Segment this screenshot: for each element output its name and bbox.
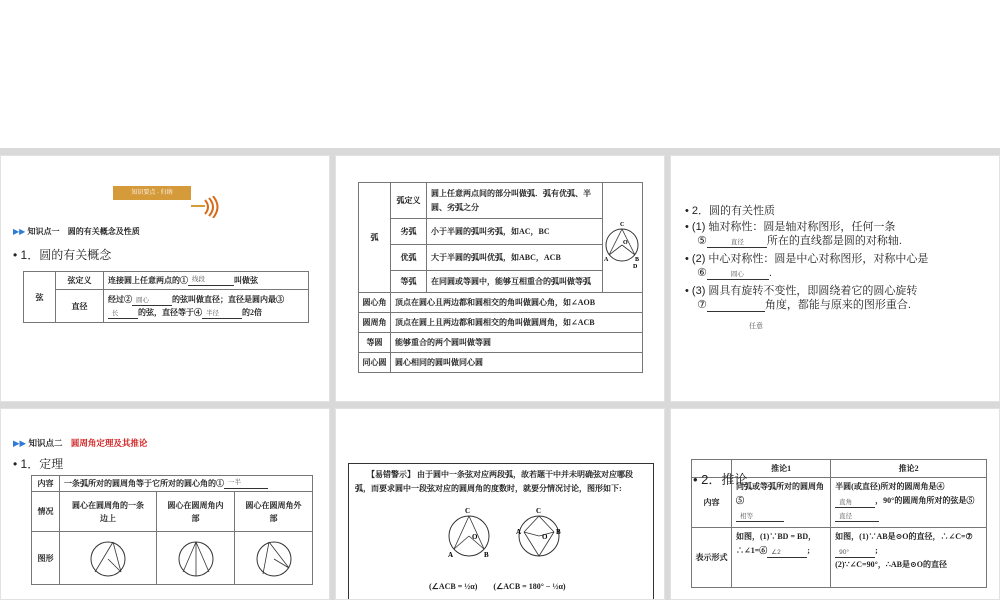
- cell-text: 顶点在圆上且两边都和圆相交的角叫做圆周角，如∠ACB: [391, 313, 643, 333]
- column-header: 推论1: [732, 460, 831, 478]
- svg-text:C: C: [465, 507, 471, 515]
- cell-label: 直径: [56, 290, 104, 323]
- cell-label: 优弧: [391, 245, 427, 271]
- section-heading: ▶▶ 知识点二 圆周角定理及其推论: [13, 438, 148, 448]
- slide-thumbnail-2[interactable]: [335, 155, 665, 402]
- row-head: 弦: [24, 272, 56, 323]
- cell-text: 圆心相同的圆叫做同心圆: [391, 353, 643, 373]
- case-cell: 圆心在圆周角的一条边上: [60, 492, 157, 532]
- slide-thumbnail-3[interactable]: [670, 155, 1000, 402]
- arc-table: [358, 182, 643, 373]
- cell-text: 在同圆或等圆中，能够互相重合的弧叫做等弧: [427, 271, 603, 293]
- slide-heading: • 2．圆的有关性质: [685, 205, 776, 217]
- property-2: • (2) 中心对称性：圆是中心对称图形，对称中心是 ⑥ 圆心 .: [685, 253, 929, 279]
- formula: (∠ACB = 180° − ½α): [493, 582, 566, 591]
- circle-figure: [603, 197, 641, 277]
- fig-label: A: [604, 256, 609, 263]
- svg-text:A: A: [516, 528, 522, 536]
- speaker-icon: [191, 196, 221, 218]
- svg-text:B: B: [484, 551, 489, 559]
- cell-text: 同弧或等弧所对的圆周角⑤ 相等: [732, 478, 831, 528]
- concept-table: [23, 271, 309, 323]
- cell-label: 弧定义: [391, 183, 427, 219]
- theorem-table: [31, 475, 313, 585]
- slide-heading: • 1．圆的有关概念: [13, 248, 112, 262]
- svg-text:B: B: [556, 528, 561, 536]
- cell-text: 圆上任意两点间的部分叫做弧．弧有优弧、半圆、劣弧之分: [427, 183, 603, 219]
- cell-label: 弦定义: [56, 272, 104, 290]
- cell-label: 表示形式: [692, 528, 732, 588]
- cell-text: 如图，(1)∵AB是⊙O的直径，∴∠C=⑦ 90° ; (2)∵∠C=90°，∴AB是⊙O的直径: [831, 528, 987, 588]
- cell-label: 等圆: [359, 333, 391, 353]
- svg-text:A: A: [448, 551, 454, 559]
- section-badge: 知识要点 · 归纳: [113, 186, 191, 200]
- figure-cell: [60, 532, 157, 585]
- property-3: • (3) 圆具有旋转不变性，即圆绕着它的圆心旋转 ⑦ 角度，都能与原来的图形重合.: [685, 285, 918, 311]
- cell-text: 能够重合的两个圆叫做等圆: [391, 333, 643, 353]
- figure-cell: [235, 532, 313, 585]
- arrow-icon: ▶▶: [13, 227, 26, 236]
- formula-row: [429, 580, 566, 594]
- circle-figure-cell: [603, 183, 643, 293]
- svg-text:C: C: [536, 507, 542, 515]
- figure-cell: [157, 532, 235, 585]
- formula: (∠ACB = ½α): [429, 582, 478, 591]
- case-cell: 圆心在圆周角内部: [157, 492, 235, 532]
- slide-thumbnail-1[interactable]: [0, 155, 330, 402]
- fig-label: O: [623, 239, 628, 246]
- cell-text: 半圆(或直径)所对的圆周角是④ 直角 ，90°的圆周角所对的弦是⑤ 直径: [831, 478, 987, 528]
- column-header: 推论2: [831, 460, 987, 478]
- section-heading: ▶▶ 知识点一 圆的有关概念及性质: [13, 227, 140, 236]
- cell-label: 圆周角: [359, 313, 391, 333]
- cell-text: 小于半圆的弧叫劣弧，如AC，BC: [427, 219, 603, 245]
- slide-heading: • 1．定理: [13, 457, 64, 471]
- cell-text: 连接圆上任意两点的① 线段 叫做弦: [104, 272, 309, 290]
- property-1: • (1) 轴对称性：圆是轴对称图形，任何一条 ⑤ 直径 所在的直线都是圆的对称轴.: [685, 221, 902, 247]
- fig-label: C: [620, 221, 625, 228]
- svg-text:O: O: [472, 533, 478, 541]
- cell-label: 同心圆: [359, 353, 391, 373]
- cell-label: 内容: [692, 478, 732, 528]
- cell-label: 劣弧: [391, 219, 427, 245]
- fig-label: D: [633, 263, 638, 270]
- slide-thumbnail-5[interactable]: [335, 408, 665, 600]
- cell-text: 顶点在圆心且两边都和圆相交的角叫做圆心角，如∠AOB: [391, 293, 643, 313]
- warning-text: 由于圆中一条弦对应两段弧，故若题干中并未明确弦对应哪段弧，而要求圆中一段弦对应的圆周角的度数时，就要分情况讨论，图形如下:: [355, 470, 633, 493]
- circle-figure: [83, 532, 133, 582]
- warning-figures: [439, 504, 569, 574]
- cell-label: 图形: [32, 532, 60, 585]
- cell-label: 圆心角: [359, 293, 391, 313]
- cell-label: 等弧: [391, 271, 427, 293]
- slide-thumbnail-6[interactable]: [670, 408, 1000, 600]
- warning-title: 【易错警示】: [367, 470, 415, 479]
- cell-text: 一条弧所对的圆周角等于它所对的圆心角的① 一半: [60, 476, 313, 492]
- case-cell: 圆心在圆周角外部: [235, 492, 313, 532]
- circle-figure: [171, 532, 221, 582]
- cell-text: 大于半圆的弧叫优弧，如ABC，ACB: [427, 245, 603, 271]
- group-cell: 弧: [359, 183, 391, 293]
- slide-thumbnail-4[interactable]: [0, 408, 330, 600]
- svg-text:O: O: [542, 533, 548, 541]
- warning-box: [348, 463, 654, 600]
- cell-label: 内容: [32, 476, 60, 492]
- fig-label: B: [635, 256, 640, 263]
- answer-hint: 任意: [749, 323, 763, 330]
- cell-text: 如图，(1)∵BD = BD，∴∠1=⑥ ∠2 ;: [732, 528, 831, 588]
- cell-label: 情况: [32, 492, 60, 532]
- cell-text: 经过② 圆心 的弦叫做直径；直径是圆内最③ 长 的弦，直径等于④ 半径 的2倍: [104, 290, 309, 323]
- arrow-icon: ▶▶: [13, 438, 27, 448]
- circle-figure: [249, 532, 299, 582]
- slide-heading: • 2．推论: [693, 472, 748, 487]
